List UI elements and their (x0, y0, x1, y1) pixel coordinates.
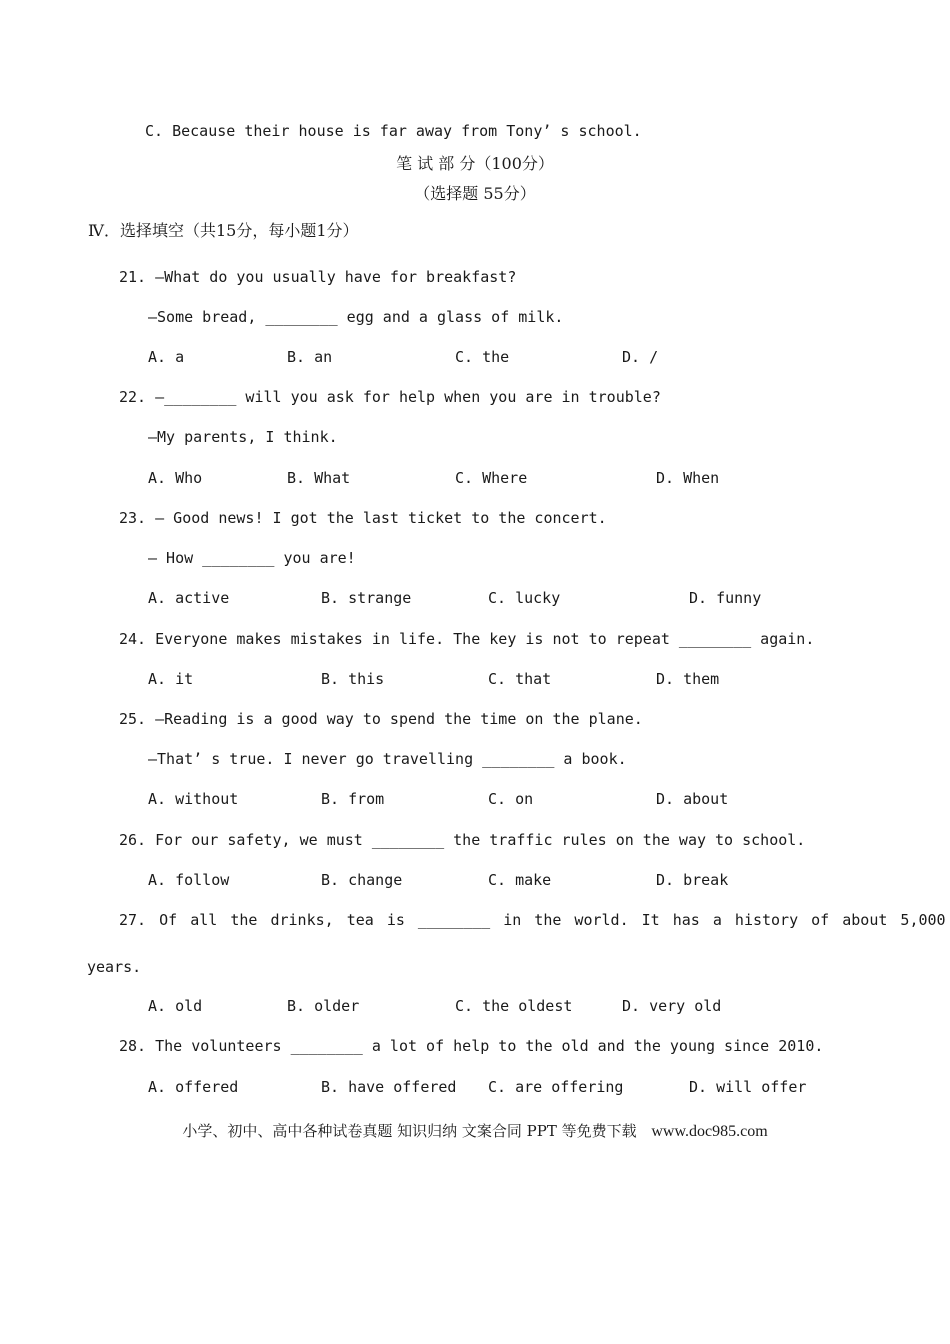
option-b: B. have offered (321, 1078, 457, 1096)
question-28-stem: 28. The volunteers ________ a lot of help to the old and the young since 2010. (119, 1037, 824, 1055)
question-23-stem-reply: — How ________ you are! (148, 549, 356, 567)
question-26-stem: 26. For our safety, we must ________ the traffic rules on the way to school. (119, 831, 806, 849)
option-a: A. Who (148, 469, 203, 487)
option-c: C. make (488, 871, 552, 889)
option-d: D. funny (689, 589, 762, 607)
question-25-stem: 25. —Reading is a good way to spend the time on the plane. (119, 710, 643, 728)
option-b: B. from (321, 790, 385, 808)
option-a: A. a (148, 348, 185, 366)
question-24-stem: 24. Everyone makes mistakes in life. The key is not to repeat ________ again. (119, 630, 815, 648)
option-b: B. older (287, 997, 360, 1015)
question-22-stem-reply: —My parents, I think. (148, 428, 338, 446)
option-b: B. this (321, 670, 385, 688)
option-d: D. will offer (689, 1078, 807, 1096)
option-d: D. When (656, 469, 720, 487)
page-footer (0, 1121, 950, 1142)
option-a: A. follow (148, 871, 230, 889)
option-b: B. an (287, 348, 333, 366)
part-heading: Ⅳ．选择填空（共15分，每小题1分） (88, 221, 359, 240)
question-23-stem: 23. — Good news! I got the last ticket to the concert. (119, 509, 607, 527)
option-a: A. it (148, 670, 194, 688)
question-21-stem: 21. —What do you usually have for breakfast? (119, 268, 517, 286)
footer-url: www.doc985.com (651, 1123, 768, 1140)
section-title: 笔 试 部 分（100分） (396, 154, 554, 173)
option-c: C. the oldest (455, 997, 573, 1015)
option-c: C. the (455, 348, 510, 366)
option-c: C. on (488, 790, 534, 808)
option-d: D. break (656, 871, 729, 889)
option-b: B. change (321, 871, 403, 889)
option-a: A. active (148, 589, 230, 607)
option-d: D. very old (622, 997, 722, 1015)
option-c: C. are offering (488, 1078, 624, 1096)
option-a: A. offered (148, 1078, 239, 1096)
question-22-stem: 22. —________ will you ask for help when you are in trouble? (119, 388, 661, 406)
option-d: D. them (656, 670, 720, 688)
option-d: D. / (622, 348, 659, 366)
section-subtitle: （选择题 55分） (414, 184, 536, 203)
option-b: B. What (287, 469, 351, 487)
option-c: C. lucky (488, 589, 561, 607)
question-25-stem-reply: —That’ s true. I never go travelling ________ a book. (148, 750, 627, 768)
option-a: A. without (148, 790, 239, 808)
question-21-stem-reply: —Some bread, ________ egg and a glass of milk. (148, 308, 564, 326)
option-c: C. that (488, 670, 552, 688)
previous-option-c: C. Because their house is far away from Tony’ s school. (145, 122, 642, 140)
footer-text: 小学、初中、高中各种试卷真题 知识归纳 文案合同 PPT 等免费下载 (182, 1122, 637, 1140)
option-d: D. about (656, 790, 729, 808)
option-c: C. Where (455, 469, 528, 487)
question-27-stem-continued: years. (87, 958, 142, 976)
question-27-stem: 27. Of all the drinks, tea is ________ in the world. It has a history of about 5,000 (119, 911, 946, 929)
option-b: B. strange (321, 589, 412, 607)
option-a: A. old (148, 997, 203, 1015)
